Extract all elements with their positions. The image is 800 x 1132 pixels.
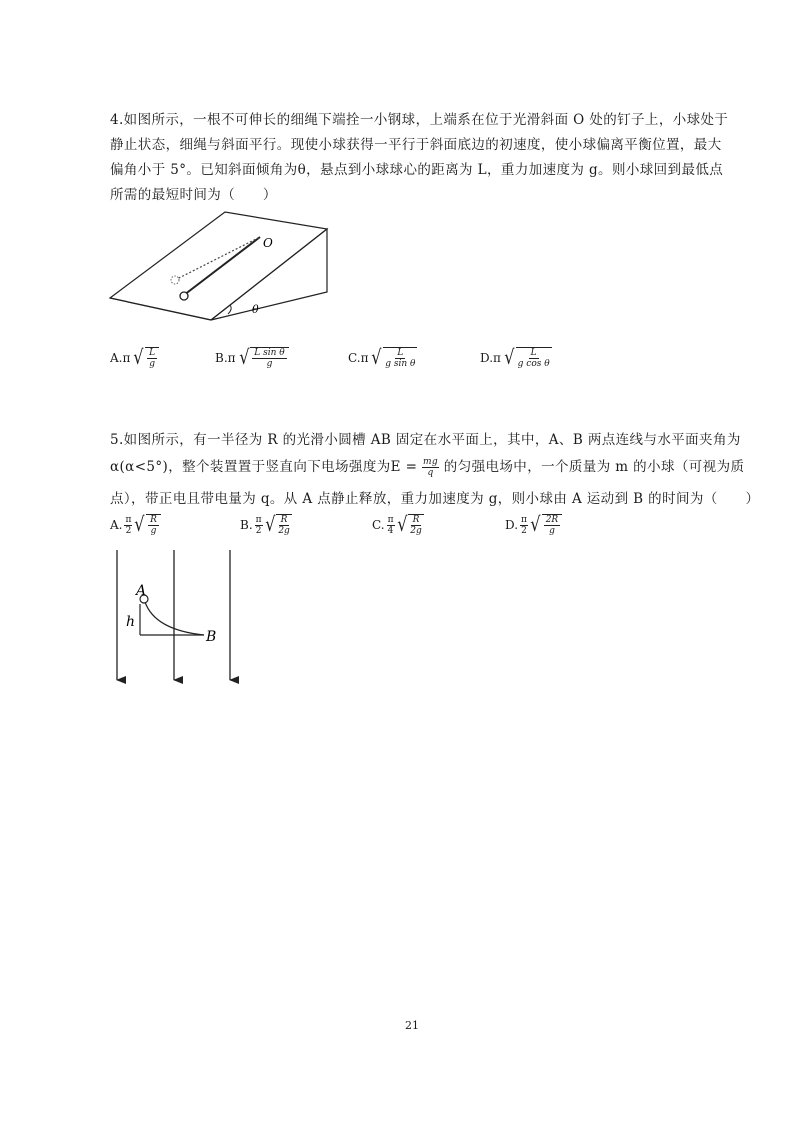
label-b: B (206, 629, 217, 645)
q4-option-a[interactable]: A.π √ $\frac{L}{g}$ (110, 347, 159, 369)
dotted-string (175, 237, 260, 280)
point-o-label: O (263, 236, 273, 250)
incline-top-face (110, 212, 327, 320)
ball (180, 292, 188, 300)
q5-option-c[interactable]: C. $\frac{\pi}{4}$ √ $\frac{R}{2g}$ (372, 512, 422, 536)
q5-option-d[interactable]: D. $\frac{\pi}{2}$ √ $\frac{2R}{g}$ (505, 514, 562, 536)
q5-option-b[interactable]: B. $\frac{\pi}{2}$ √ $\frac{R}{2g}$ (240, 512, 290, 536)
ball-displaced (171, 276, 179, 284)
q5-line-1: 5.如图所示，有一半径为 R 的光滑小圆槽 AB 固定在水平面上，其中，A、B 两点连线与水平面夹角为 (110, 432, 741, 448)
q4-line-3: 偏角小于 5°。已知斜面倾角为θ，悬点到小球球心的距离为 L，重力加速度为 g。则小球回到最低点 (110, 162, 724, 178)
q4-option-b[interactable]: B.π √ $\frac{\text{L sin θ}}{g}$ (215, 347, 289, 369)
q4-option-c[interactable]: C.π √ $\frac{L}{\text{g sin θ}}$ (348, 345, 416, 369)
q4-option-d[interactable]: D.π √ $\frac{L}{\text{g cos θ}}$ (480, 345, 550, 369)
label-h: h (126, 614, 136, 630)
label-a: A (136, 583, 147, 599)
q4-line-1: 4.如图所示，一根不可伸长的细绳下端拴一小钢球，上端系在位于光滑斜面 O 处的钉子上，小球处于 (110, 112, 729, 128)
q5-option-a[interactable]: A. $\frac{\pi}{2}$ √ $\frac{R}{g}$ (110, 514, 161, 536)
theta-label: θ (252, 303, 259, 316)
q5-field-figure (100, 548, 250, 688)
field-fraction: $\frac{mg}{q}$ (422, 457, 439, 478)
q4-incline-figure (100, 205, 340, 335)
string-line (184, 237, 260, 295)
q5-line-2: α(α<5°)，整个装置置于竖直向下电场强度为E = $\frac{mg}{q}$ 的匀强电场中，一个质量为 m 的小球（可视为质 (110, 457, 745, 478)
q4-line-2: 静止状态，细绳与斜面平行。现使小球获得一平行于斜面底边的初速度，使小球偏离平衡位置，最大 (110, 137, 722, 153)
q5-line-3: 点），带正电且带电量为 q。从 A 点静止释放，重力加速度为 g，则小球由 A 运动到 B 的时间为（ ） (110, 491, 760, 507)
q4-line-4: 所需的最短时间为（ ） (110, 187, 277, 203)
page-number: 21 (405, 1019, 419, 1032)
